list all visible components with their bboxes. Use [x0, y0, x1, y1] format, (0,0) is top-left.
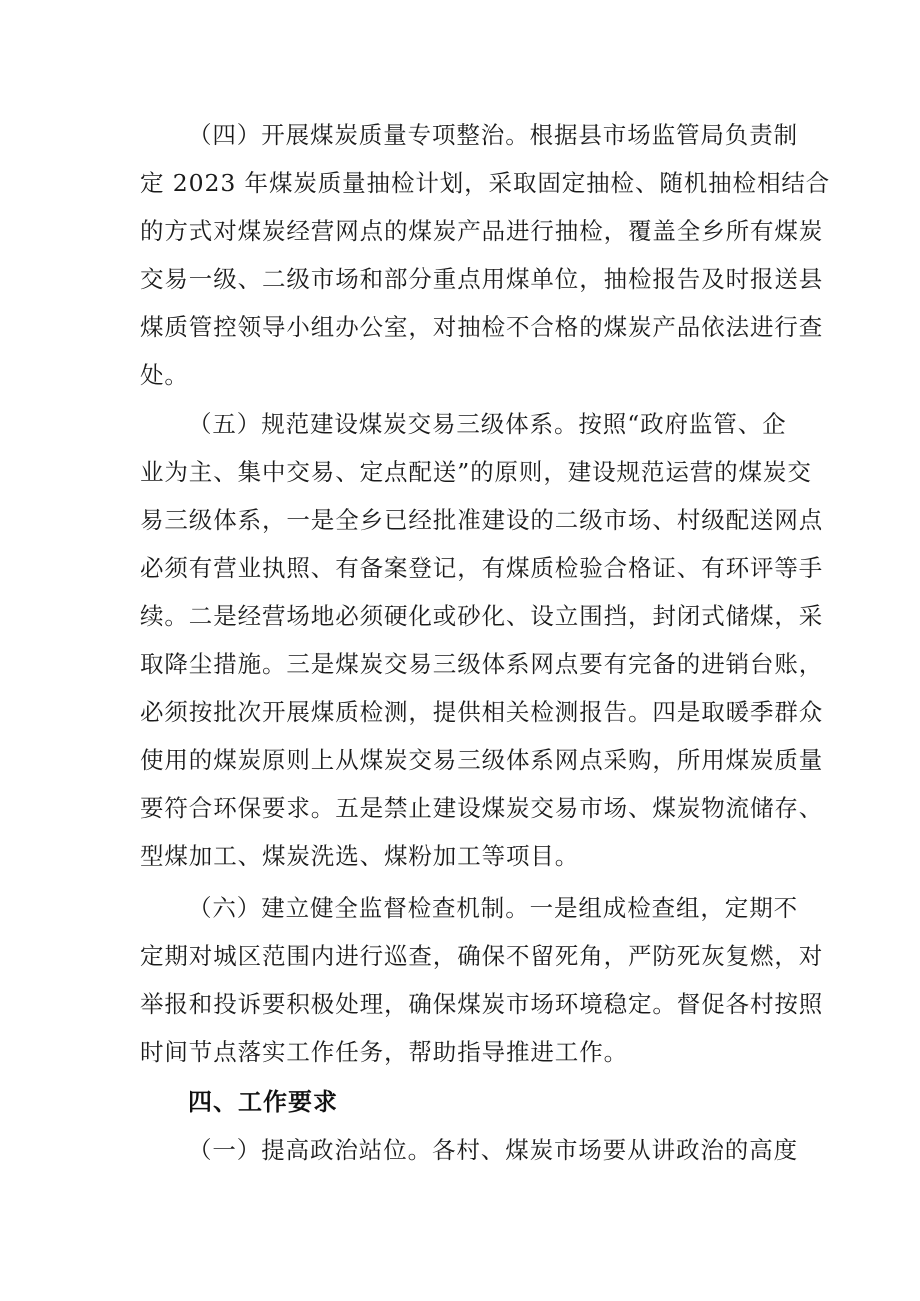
paragraph-5-line-6: 取降尘措施。三是煤炭交易三级体系网点要有完备的进销台账， [140, 650, 824, 678]
paragraph-5-line-8: 使用的煤炭原则上从煤炭交易三级体系网点采购，所用煤炭质量 [140, 746, 824, 774]
paragraph-4-line-2: 定 2023 年煤炭质量抽检计划，采取固定抽检、随机抽检相结合 [140, 169, 831, 197]
paragraph-5-line-10: 型煤加工、煤炭洗选、煤粉加工等项目。 [140, 842, 580, 870]
paragraph-4-line-6: 处。 [140, 361, 189, 389]
paragraph-6-line-1: （六）建立健全监督检查机制。一是组成检查组，定期不 [188, 894, 798, 922]
paragraph-5-line-3: 易三级体系，一是全乡已经批准建设的二级市场、村级配送网点 [140, 506, 824, 534]
paragraph-6-line-3: 举报和投诉要积极处理，确保煤炭市场环境稳定。督促各村按照 [140, 990, 824, 1018]
paragraph-7-line-1: （一）提高政治站位。各村、煤炭市场要从讲政治的高度 [188, 1136, 798, 1164]
paragraph-5-line-1: （五）规范建设煤炭交易三级体系。按照“政府监管、企 [188, 410, 787, 438]
paragraph-6-line-4: 时间节点落实工作任务，帮助指导推进工作。 [140, 1038, 628, 1066]
paragraph-4-line-3: 的方式对煤炭经营网点的煤炭产品进行抽检，覆盖全乡所有煤炭 [140, 217, 824, 245]
paragraph-5-line-2: 业为主、集中交易、定点配送”的原则，建设规范运营的煤炭交 [140, 458, 812, 486]
paragraph-5-line-7: 必须按批次开展煤质检测，提供相关检测报告。四是取暖季群众 [140, 698, 824, 726]
paragraph-4-line-4: 交易一级、二级市场和部分重点用煤单位，抽检报告及时报送县 [140, 265, 824, 293]
paragraph-5-line-5: 续。二是经营场地必须硬化或砂化、设立围挡，封闭式储煤，采 [140, 602, 824, 630]
paragraph-5-line-4: 必须有营业执照、有备案登记，有煤质检验合格证、有环评等手 [140, 554, 824, 582]
paragraph-4-line-5: 煤质管控领导小组办公室，对抽检不合格的煤炭产品依法进行查 [140, 313, 824, 341]
paragraph-5-line-9: 要符合环保要求。五是禁止建设煤炭交易市场、煤炭物流储存、 [140, 794, 824, 822]
section-heading: 四、工作要求 [188, 1088, 338, 1116]
paragraph-4-line-1: （四）开展煤炭质量专项整治。根据县市场监管局负责制 [188, 121, 798, 149]
paragraph-6-line-2: 定期对城区范围内进行巡查，确保不留死角，严防死灰复燃，对 [140, 942, 824, 970]
